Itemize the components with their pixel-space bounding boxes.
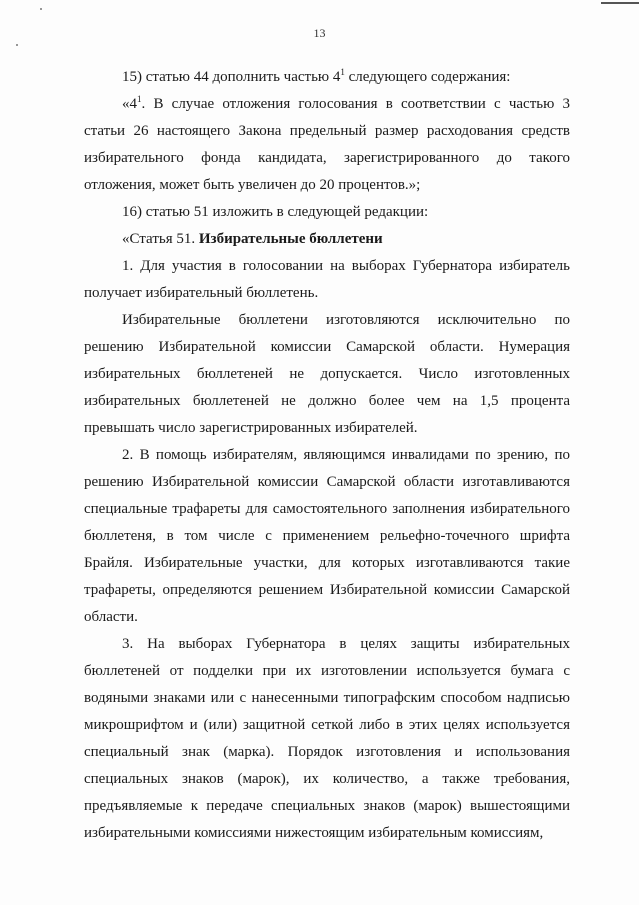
scan-corner-mark — [601, 2, 639, 4]
amendment-item-16: 16) статью 51 изложить в следующей редакции: — [122, 204, 429, 220]
article-heading: «Статья 51. Избирательные бюллетени — [122, 231, 383, 247]
article-paragraph-1-cont: Избирательные бюллетени изготовляются исключительно по решению Избирательной комиссии Самарской области. Нумерация избирательных бюллетеней не допускается. Число изготовленных избирательных бюллетеней не должно более чем на 1,5 процента превышать число зарегистрированных избирателей. — [84, 312, 570, 436]
article-title: Избирательные бюллетени — [198, 231, 383, 247]
scan-speck — [16, 44, 18, 46]
amendment-item-15: 15) статью 44 дополнить частью $4^1$ следующего содержания: — [122, 67, 511, 85]
page-number: 13 — [313, 26, 326, 40]
scan-speck — [40, 8, 42, 10]
article-paragraph-1: 1. Для участия в голосовании на выборах Губернатора избиратель получает избирательный бюллетень. — [84, 258, 570, 301]
document-body — [84, 64, 570, 847]
amendment-quote-4-1: «$4^1$. В случае отложения голосования в соответствии с частью 3 статьи 26 настоящего Закона предельный размер расходования средств избирательного фонда кандидата, зарегистрированного до такого отложения, может быть увеличен до 20 процентов.»; — [84, 94, 570, 193]
article-paragraph-2: 2. В помощь избирателям, являющимся инвалидами по зрению, по решению Избирательной комиссии Самарской области изготавливаются специальные трафареты для самостоятельного заполнения избирательного бюллетеня, в том числе с применением рельефно-точечного шрифта Брайля. Избирательные участки, для которых изготавливаются такие трафареты, определяются решением Избирательной комиссии Самарской области. — [84, 447, 570, 625]
article-paragraph-3: 3. На выборах Губернатора в целях защиты избирательных бюллетеней от подделки при их изготовлении используется бумага с водяными знаками или с нанесенными типографским способом надписью микрошрифтом и (или) защитной сеткой либо в этих целях используется специальный знак (марка). Порядок изготовления и использования специальных знаков (марок), их количество, а также требования, предъявляемые к передаче специальных знаков (марок) вышестоящими избирательными комиссиями нижестоящим избирательным комиссиям, — [84, 636, 570, 841]
